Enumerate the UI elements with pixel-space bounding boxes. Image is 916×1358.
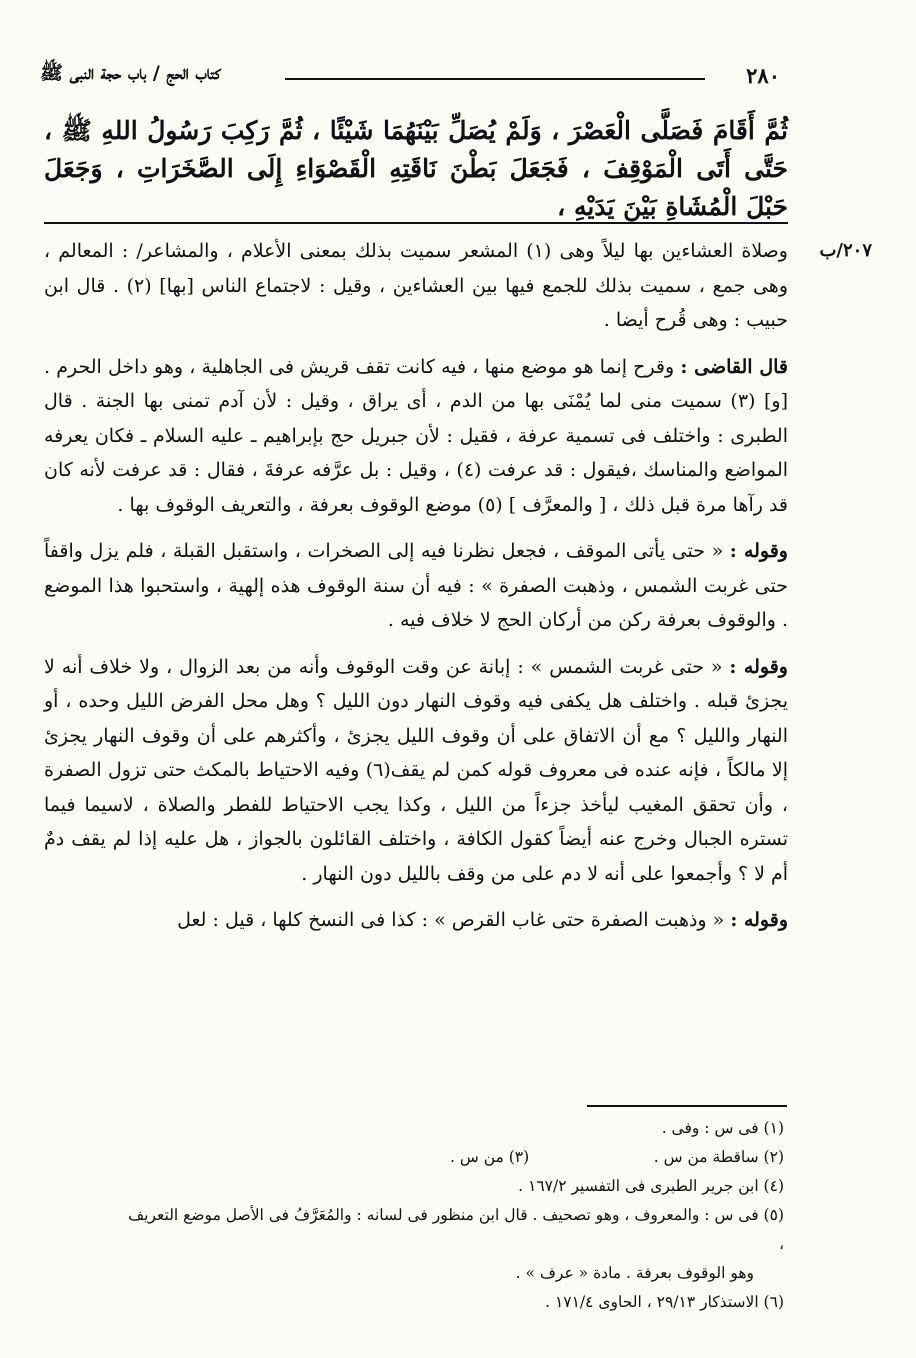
commentary-paragraph <box>44 234 788 338</box>
commentary-body <box>44 234 788 950</box>
commentary-text: « حتى غربت الشمس » : إبانة عن وقت الوقوف وأنه من بعد الزوال ، ولا خلاف أنه لا يجزئ قبله . واختلف هل يكفى فيه وقوف النهار دون الليل ؟ وهل محل الفرض الليل وحده ، أو النهار والليل ؟ مع أن الاتفاق على أن وقوف الليل يجزئ ، وأكثرهم على أن وقوف النهار يجزئ إلا مالكاً ، فإنه عنده فى معروف قوله كمن لم يقف(٦) وفيه الاحتياط بالمكث حتى تزول الصفرة ، وأن تحقق المغيب ليأخذ جزءاً من الليل ، وكذا يجب الاحتياط للفطر والصلاة ، لاسيما فيما تستره الجبال وخرج عنه أيضاً كقول الكافة ، واختلف القائلون بالجواز ، هل عليه إذا لم يقف دمٌ أم لا ؟ وأجمعوا على أنه لا دم على من وقف بالليل دون النهار . <box>44 655 788 885</box>
footnote-separator-rule <box>587 1105 787 1107</box>
footnote-1: (١) فى س : وفى . <box>661 1119 784 1137</box>
hadith-separator-rule <box>44 222 788 224</box>
footnote-row <box>120 1143 784 1172</box>
commentary-text: « وذهبت الصفرة حتى غاب القرص » : كذا فى النسخ كلها ، قيل : لعل <box>177 909 731 931</box>
manuscript-folio-reference: ٢٠٧/ب <box>819 240 872 261</box>
commentary-paragraph <box>44 350 788 523</box>
paragraph-lead: وقوله : <box>729 655 788 678</box>
commentary-paragraph <box>44 650 788 892</box>
page-number: ٢٨٠ <box>746 62 780 88</box>
paragraph-lead: وقوله : <box>729 540 788 562</box>
footnote-6: (٦) الاستذكار ٢٩/١٣ ، الحاوى ١٧١/٤ . <box>545 1293 784 1311</box>
chapter-title: كتاب الحج / باب حجة النبى ﷺ <box>40 62 221 84</box>
commentary-paragraph <box>44 534 788 638</box>
footnotes <box>120 1114 784 1317</box>
footnote-2: (٢) ساقطة من س . <box>653 1148 784 1166</box>
paragraph-lead: وقوله : <box>730 909 788 931</box>
footnote-5: (٥) فى س : والمعروف ، وهو تصحيف . قال ابن منظور فى لسانه : والمُعَرَّفُ فى الأصل موضع التعريف ، <box>128 1206 784 1253</box>
paragraph-lead: قال القاضى : <box>680 355 789 378</box>
header-rule <box>285 78 705 80</box>
footnote-3: (٣) من س . <box>450 1148 530 1166</box>
running-header <box>40 58 780 92</box>
commentary-text: وصلاة العشاءين بها ليلاً وهى (١) المشعر سميت بذلك بمعنى الأعلام ، والمشاعر/ : المعالم ، وهى جمع ، سميت بذلك للجمع فيها بين العشاءين ، وقيل : لاجتماع الناس [بها] (٢) . قال ابن حبيب : وهى قُرح أيضا . <box>44 240 788 331</box>
commentary-paragraph <box>44 903 788 938</box>
footnote-5-continuation: وهو الوقوف بعرفة . مادة « عرف » . <box>515 1264 754 1282</box>
hadith-text: ثُمَّ أَقَامَ فَصَلَّى الْعَصْرَ ، وَلَمْ يُصَلِّ بَيْنَهُمَا شَيْئًا ، ثُمَّ رَكِبَ رَسُولُ اللهِ ﷺ ، حَتَّى أَتَى الْمَوْقِفَ ، فَجَعَلَ بَطْنَ نَاقَتِهِ الْقَصْوَاءِ إِلَى الصَّخَرَاتِ ، وَجَعَلَ حَبْلَ الْمُشَاةِ بَيْنَ يَدَيْهِ ، <box>44 116 788 221</box>
footnote-4: (٤) ابن جرير الطبرى فى التفسير ١٦٧/٢ . <box>518 1177 784 1195</box>
commentary-text: وقرح إنما هو موضع منها ، فيه كانت تقف قريش فى الجاهلية ، وهو داخل الحرم . [و] (٣) سميت منى لما يُمْنَى بها من الدم ، أى يراق ، وقيل : لأن آدم تمنى بها الجنة . قال الطبرى : واختلف فى تسمية عرفة ، فقيل : لأن جبريل حج بإبراهيم ـ عليه السلام ـ فكان يعرفه المواضع والمناسك ،فيقول : قد عرفت (٤) ، وقيل : بل عرَّفه عرفةَ ، فقال : قد عرفت لأنه كان قد رآها مرة قبل ذلك ، [ والمعرَّف ] (٥) موضع الوقوف بعرفة ، والتعريف الوقوف بها . <box>44 355 789 516</box>
commentary-text: « حتى يأتى الموقف ، فجعل نظرنا فيه إلى الصخرات ، واستقبل القبلة ، فلم يزل واقفاً حتى غربت الشمس ، وذهبت الصفرة » : فيه أن سنة الوقوف هذه إلهية ، واستحبوا هذا الموضع . والوقوف بعرفة ركن من أركان الحج لا خلاف فيه . <box>44 540 788 631</box>
